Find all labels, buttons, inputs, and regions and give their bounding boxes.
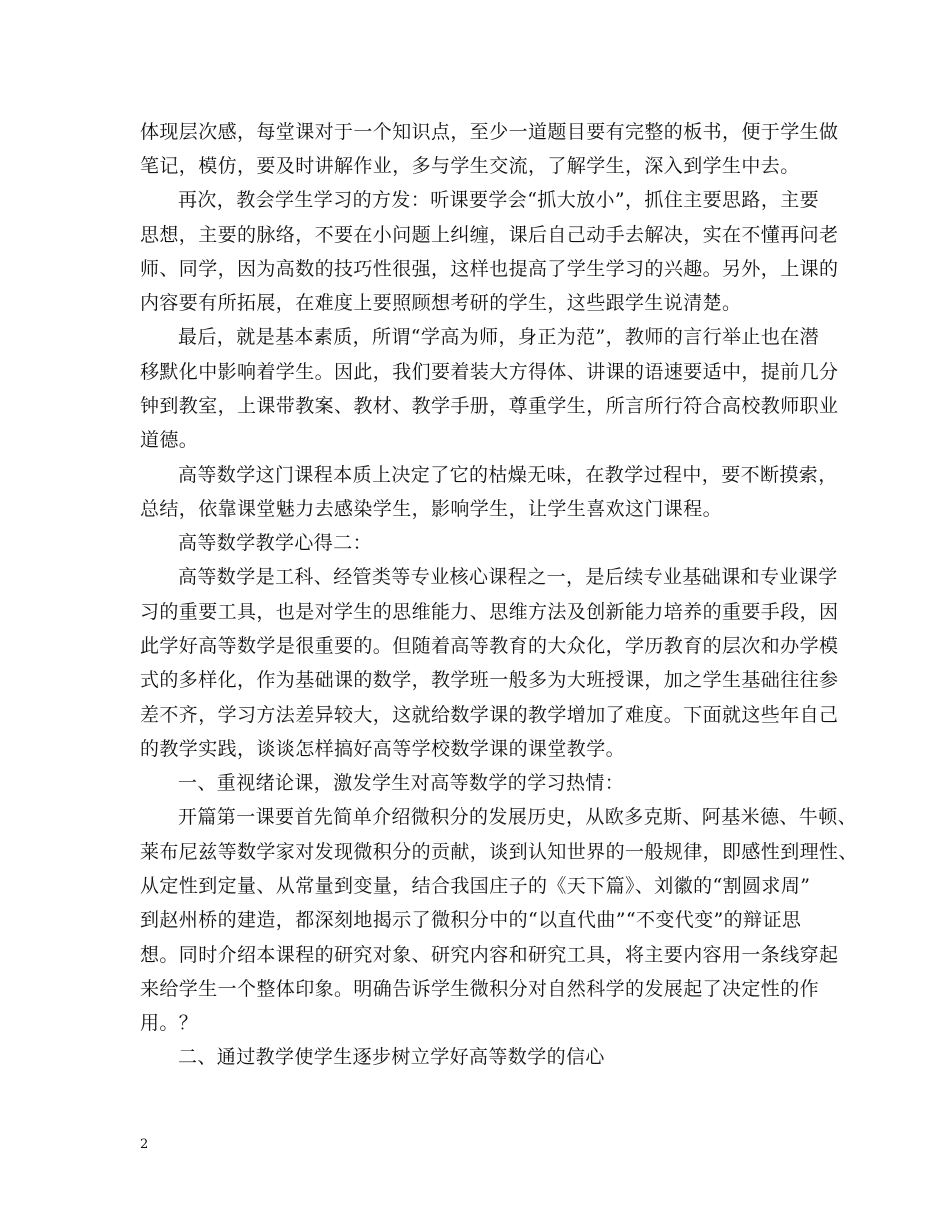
- text-line: 师、同学，因为高数的技巧性很强，这样也提高了学生学习的兴趣。另外，上课的: [140, 258, 839, 280]
- text-line: 莱布尼兹等数学家对发现微积分的贡献，谈到认知世界的一般规律，即感性到理性、: [140, 841, 858, 863]
- text-line: 开篇第一课要首先简单介绍微积分的发展历史，从欧多克斯、阿基米德、牛顿、: [178, 806, 858, 828]
- text-line: 移默化中影响着学生。因此，我们要着装大方得体、讲课的语速要适中，提前几分: [140, 361, 839, 383]
- text-line: 想。同时介绍本课程的研究对象、研究内容和研究工具，将主要内容用一条线穿起: [140, 944, 839, 966]
- text-line: 再次，教会学生学习的方发：听课要学会“抓大放小”，抓住主要思路，主要: [178, 189, 820, 211]
- section-heading: 二、通过教学使学生逐步树立学好高等数学的信心: [178, 1046, 605, 1068]
- text-line: 内容要有所拓展，在难度上要照顾想考研的学生，这些跟学生说清楚。: [140, 292, 742, 314]
- section-heading: 一、重视绪论课，激发学生对高等数学的学习热情：: [178, 772, 625, 794]
- text-line: 笔记，模仿，要及时讲解作业，多与学生交流，了解学生，深入到学生中去。: [140, 155, 800, 177]
- text-line: 此学好高等数学是很重要的。但随着高等教育的大众化，学历教育的层次和办学模: [140, 635, 839, 657]
- text-line: 用。？: [140, 1012, 199, 1034]
- text-line: 到赵州桥的建造，都深刻地揭示了微积分中的“以直代曲”“不变代变”的辩证思: [140, 909, 802, 931]
- text-line: 高等数学是工科、经管类等专业核心课程之一，是后续专业基础课和专业课学: [178, 566, 838, 588]
- page-number: 2: [140, 1137, 149, 1152]
- text-line: 从定性到定量、从常量到变量，结合我国庄子的《天下篇》、刘徽的“割圆求周”: [140, 875, 811, 897]
- text-line: 最后，就是基本素质，所谓“学高为师，身正为范”，教师的言行举止也在潜: [178, 326, 820, 348]
- text-line: 高等数学这门课程本质上决定了它的枯燥无味，在教学过程中，要不断摸索，: [178, 464, 838, 486]
- text-line: 总结，依靠课堂魅力去感染学生，影响学生，让学生喜欢这门课程。: [140, 498, 723, 520]
- text-line: 差不齐，学习方法差异较大，这就给数学课的教学增加了难度。下面就这些年自己: [140, 704, 839, 726]
- text-line: 习的重要工具，也是对学生的思维能力、思维方法及创新能力培养的重要手段，因: [140, 601, 839, 623]
- section-heading: 高等数学教学心得二：: [178, 532, 373, 554]
- text-line: 钟到教室，上课带教案、教材、教学手册，尊重学生，所言所行符合高校教师职业: [140, 395, 839, 417]
- text-line: 来给学生一个整体印象。明确告诉学生微积分对自然科学的发展起了决定性的作: [140, 978, 820, 1000]
- text-line: 的教学实践，谈谈怎样搞好高等学校数学课的课堂教学。: [140, 738, 626, 760]
- text-line: 体现层次感，每堂课对于一个知识点，至少一道题目要有完整的板书，便于学生做: [140, 121, 839, 143]
- text-line: 思想，主要的脉络，不要在小问题上纠缠，课后自己动手去解决，实在不懂再问老: [140, 224, 839, 246]
- text-line: 式的多样化，作为基础课的数学，教学班一般多为大班授课，加之学生基础往往参: [140, 669, 839, 691]
- text-line: 道德。: [140, 429, 199, 451]
